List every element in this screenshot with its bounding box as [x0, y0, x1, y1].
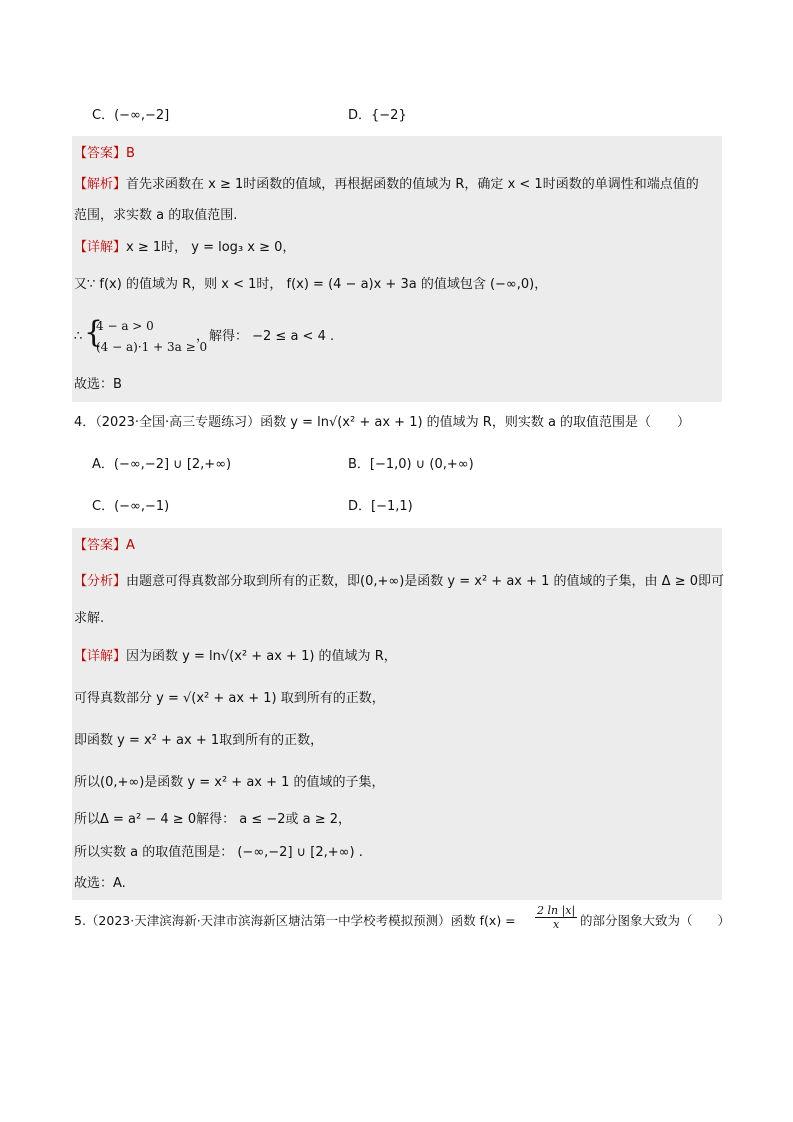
therefore-symbol: ∴	[74, 329, 83, 344]
answer-value: A	[126, 538, 135, 553]
analysis-tag: 【分析】	[74, 574, 127, 589]
q4-detail-line3: 即函数 y = x² + ax + 1取到所有的正数，	[74, 733, 324, 748]
q4-choose: 故选：A.	[74, 876, 126, 891]
analysis-text: 首先求函数在 x ≥ 1时函数的值域，再根据函数的值域为 R，确定 x < 1时函数的单调性和端点值的	[126, 177, 699, 192]
q5-fraction	[535, 904, 577, 931]
q3-detail-line1	[74, 238, 295, 258]
q4-analysis-line2: 求解.	[74, 611, 105, 626]
q3-option-d: D．{−2}	[348, 108, 407, 123]
q4-detail-line2: 可得真数部分 y = √(x² + ax + 1) 取到所有的正数，	[74, 691, 385, 706]
answer-tag: 【答案】	[74, 146, 127, 161]
system-solution: ，解得： −2 ≤ a < 4 .	[196, 329, 335, 344]
system-inequality-2: (4 − a)·1 + 3a ≥ 0	[96, 340, 208, 354]
q5-stem-suffix: 的部分图象大致为（ ）	[580, 913, 731, 928]
detail-text: 因为函数 y = ln√(x² + ax + 1) 的值域为 R，	[126, 649, 397, 664]
answer-tag: 【答案】	[74, 538, 127, 553]
fraction-numerator: 2 ln |x|	[537, 904, 576, 917]
q4-analysis-line1	[74, 572, 724, 592]
system-brace: {	[84, 315, 104, 350]
q4-option-a: A．(−∞,−2] ∪ [2,+∞)	[92, 457, 232, 472]
q4-detail-line4: 所以(0,+∞)是函数 y = x² + ax + 1 的值域的子集，	[74, 775, 385, 790]
detail-tag: 【详解】	[74, 240, 127, 255]
answer-value: B	[126, 146, 135, 161]
detail-tag: 【详解】	[74, 649, 127, 664]
q3-detail-line2: 又∵ f(x) 的值域为 R，则 x < 1时， f(x) = (4 − a)x + 3a 的值域包含 (−∞,0)，	[74, 277, 548, 292]
q3-answer-line	[74, 144, 135, 164]
analysis-tag: 【解析】	[74, 177, 127, 192]
q3-option-c: C．(−∞,−2]	[92, 108, 170, 123]
detail-text: x ≥ 1时， y = log₃ x ≥ 0，	[126, 240, 296, 255]
q4-option-b: B．[−1,0) ∪ (0,+∞)	[348, 457, 474, 472]
q4-answer-line	[74, 536, 135, 556]
q4-detail-line6: 所以实数 a 的取值范围是： (−∞,−2] ∪ [2,+∞) .	[74, 845, 363, 860]
q5-stem-prefix: 5.（2023·天津滨海新·天津市滨海新区塘沽第一中学校考模拟预测）函数 f(x) =	[74, 913, 516, 928]
q3-choose: 故选：B	[74, 377, 122, 392]
system-inequality-1: 4 − a > 0	[96, 319, 154, 333]
q4-option-d: D．[−1,1)	[348, 499, 413, 514]
analysis-text: 由题意可得真数部分取到所有的正数，即(0,+∞)是函数 y = x² + ax + 1 的值域的子集，由 Δ ≥ 0即可	[126, 574, 725, 589]
q4-detail-line5: 所以Δ = a² − 4 ≥ 0解得： a ≤ −2或 a ≥ 2，	[74, 812, 352, 827]
q3-analysis-line1	[74, 175, 699, 195]
q4-option-c: C．(−∞,−1)	[92, 499, 170, 514]
q4-stem: 4．（2023·全国·高三专题练习）函数 y = ln√(x² + ax + 1) 的值域为 R，则实数 a 的取值范围是（ ）	[74, 415, 691, 430]
q3-analysis-line2: 范围，求实数 a 的取值范围.	[74, 208, 238, 223]
fraction-denominator: x	[553, 918, 560, 931]
q4-detail-line1	[74, 647, 397, 667]
